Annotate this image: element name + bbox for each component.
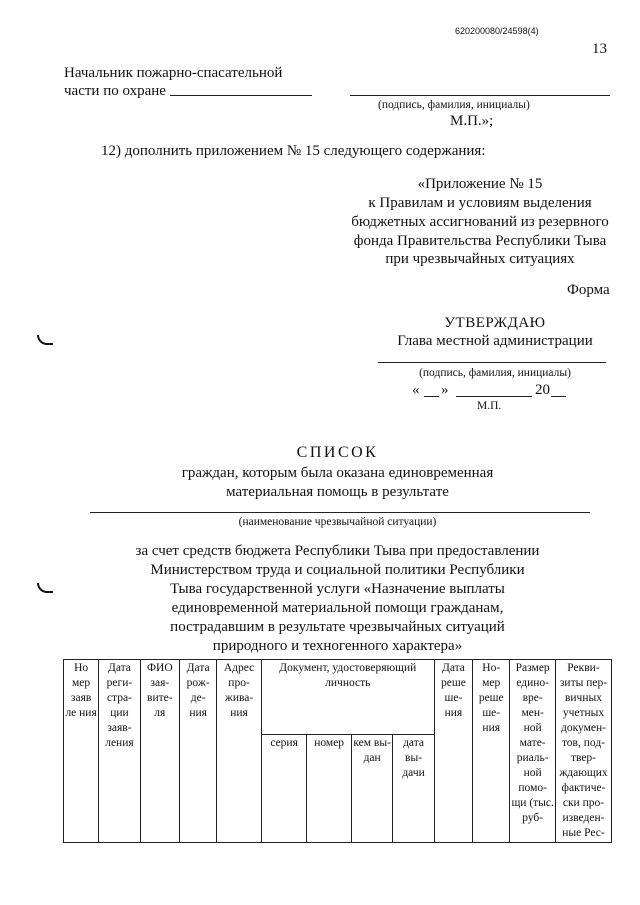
col-header-birth-date: Дата рож- де- ния xyxy=(180,660,217,843)
table-header-row xyxy=(64,660,612,735)
list-paragraph-line3: Тыва государственной услуги «Назначение выплаты xyxy=(170,581,505,597)
appendix-line3: бюджетных ассигнований из резервного xyxy=(351,214,609,230)
signature-line-short xyxy=(170,95,312,96)
col-header-accounting-documents: Рекви- зиты пер- вичных учетных докумен- тов, под- твер- ждающих фактиче- ски про- изведен- ные Рес- xyxy=(555,660,611,843)
list-subtitle-line1: граждан, которым была оказана единовременная xyxy=(181,465,494,481)
col-header-applicant-name: ФИО зая- вите- ля xyxy=(140,660,179,843)
margin-mark xyxy=(37,335,53,345)
margin-mark xyxy=(37,583,53,593)
col-header-number: Но мер заяв ле ния xyxy=(64,660,99,843)
page-number: 13 xyxy=(592,41,607,57)
approve-title: УТВЕРЖДАЮ xyxy=(444,315,546,331)
approve-date-year-line xyxy=(551,396,566,397)
appendix-line1: «Приложение № 15 xyxy=(417,176,543,192)
approve-date-day-line xyxy=(424,396,439,397)
approve-date-month-line xyxy=(456,396,532,397)
approve-date-open-quote: « xyxy=(412,382,420,398)
col-header-registration-date: Дата реги- стра- ции заяв- ления xyxy=(99,660,140,843)
signature-caption: (подпись, фамилия, инициалы) xyxy=(378,99,530,111)
item-12-text: 12) дополнить приложением № 15 следующего содержания: xyxy=(101,143,486,159)
emergency-name-line xyxy=(90,512,590,513)
approve-date-year: 20 xyxy=(535,382,550,398)
signature-position-line1: Начальник пожарно-спасательной xyxy=(64,65,283,81)
col-header-identity-document: Документ, удостоверяющий личность xyxy=(261,660,434,735)
col-header-doc-issue-date: дата вы- дачи xyxy=(393,734,434,842)
appendix-line4: фонда Правительства Республики Тыва xyxy=(353,233,607,249)
appendix-line5: при чрезвычайных ситуациях xyxy=(385,251,575,267)
emergency-name-caption: (наименование чрезвычайной ситуации) xyxy=(238,516,437,528)
list-paragraph-line5: пострадавшим в результате чрезвычайных ситуаций xyxy=(170,619,505,635)
form-label: Форма xyxy=(567,282,610,298)
citizens-table xyxy=(63,659,612,843)
signature-mp: М.П.»; xyxy=(450,113,494,129)
approve-caption: (подпись, фамилия, инициалы) xyxy=(419,367,571,379)
list-title: СПИСОК xyxy=(296,444,379,461)
list-paragraph-line2: Министерством труда и социальной политики Республики xyxy=(150,562,525,578)
approve-role: Глава местной администрации xyxy=(397,333,593,349)
col-header-address: Адрес про- жива- ния xyxy=(217,660,262,843)
col-header-decision-number: Но- мер реше ше- ния xyxy=(473,660,510,843)
col-header-decision-date: Дата реше ше- ния xyxy=(434,660,472,843)
signature-line-long xyxy=(350,95,610,96)
approve-signature-line xyxy=(378,362,606,363)
list-paragraph-line1: за счет средств бюджета Республики Тыва при предоставлении xyxy=(135,543,540,559)
approve-date-close-quote: » xyxy=(441,382,449,398)
appendix-line2: к Правилам и условиям выделения xyxy=(368,195,592,211)
document-code: 620200080/24598(4) xyxy=(455,26,539,36)
col-header-doc-issued-by: кем вы- дан xyxy=(351,734,392,842)
col-header-aid-amount: Размер едино- вре- мен- ной мате- риаль- ной помо- щи (тыс. руб- xyxy=(510,660,556,843)
col-header-doc-series: серия xyxy=(261,734,307,842)
approve-mp: М.П. xyxy=(477,400,502,412)
list-paragraph-line4: единовременной материальной помощи гражданам, xyxy=(171,600,504,616)
list-subtitle-line2: материальная помощь в результате xyxy=(226,484,449,500)
col-header-doc-number: номер xyxy=(307,734,352,842)
list-paragraph-line6: природного и техногенного характера» xyxy=(212,638,463,654)
signature-position-line2: части по охране xyxy=(64,83,166,99)
